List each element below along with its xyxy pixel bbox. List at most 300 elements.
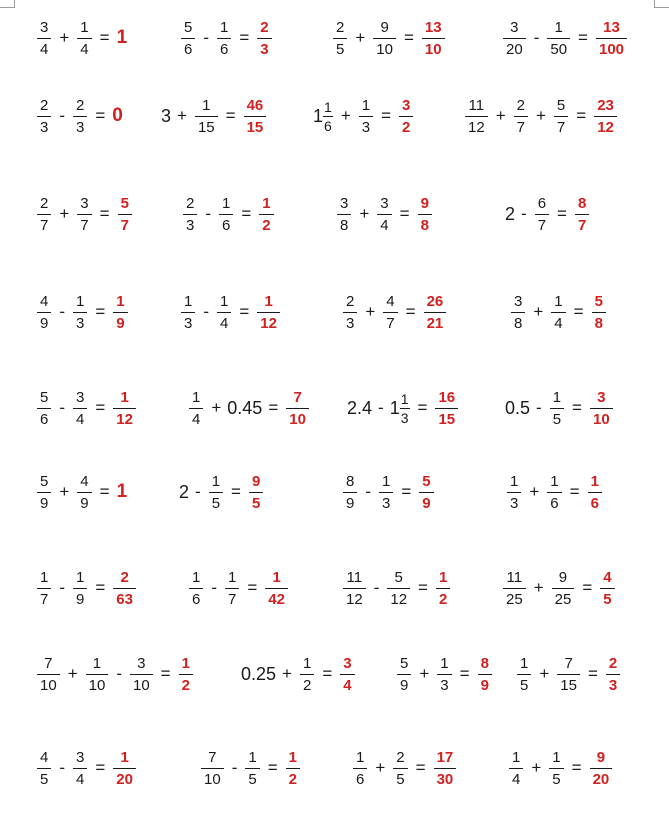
operator: =	[95, 302, 106, 321]
numerator: 1	[192, 568, 201, 586]
fraction	[323, 100, 333, 133]
denominator: 6	[181, 38, 195, 57]
operator: -	[59, 578, 66, 597]
numerator: 1	[220, 18, 229, 36]
fraction	[437, 656, 451, 693]
answer-denominator: 10	[286, 408, 309, 427]
numerator: 5	[556, 96, 566, 114]
fraction	[189, 570, 203, 607]
numerator: 3	[137, 654, 146, 672]
numerator: 1	[220, 292, 229, 310]
numerator: 1	[512, 748, 521, 766]
denominator: 20	[503, 38, 526, 57]
fraction-problem	[34, 740, 139, 796]
fraction	[189, 390, 203, 427]
fraction	[400, 392, 410, 425]
numerator: 1	[361, 96, 371, 114]
denominator: 6	[324, 117, 332, 134]
operator: =	[268, 398, 279, 417]
denominator: 3	[73, 116, 87, 135]
answer-numerator: 5	[594, 292, 603, 310]
whole-part: 1	[389, 397, 400, 418]
answer-numerator: 1	[272, 568, 281, 586]
answer-fraction	[590, 390, 613, 427]
problem-row	[0, 740, 669, 796]
answer-fraction	[118, 196, 132, 233]
fraction	[77, 20, 91, 57]
numerator: 2	[396, 748, 405, 766]
numerator: 4	[40, 748, 49, 766]
fraction-problem	[394, 646, 495, 702]
fraction	[195, 98, 218, 135]
answer-fraction	[596, 20, 627, 57]
answer-fraction	[179, 656, 193, 693]
number: 2	[505, 203, 516, 224]
fraction	[77, 474, 91, 511]
fraction	[37, 196, 51, 233]
numerator: 1	[202, 96, 211, 114]
fraction	[509, 750, 523, 787]
answer-numerator: 26	[426, 292, 444, 310]
denominator: 3	[379, 492, 393, 511]
operator: -	[533, 28, 540, 47]
fraction-problem	[34, 284, 131, 340]
answer-numerator: 1	[116, 292, 125, 310]
answer-denominator: 3	[257, 38, 271, 57]
numerator: 1	[520, 654, 529, 672]
fraction-problem	[34, 10, 129, 66]
answer-fraction	[434, 750, 457, 787]
numerator: 7	[564, 654, 573, 672]
fraction	[514, 98, 528, 135]
fraction-problem	[340, 284, 449, 340]
operator: +	[419, 664, 430, 683]
operator: =	[572, 398, 582, 417]
answer-fraction	[113, 570, 136, 607]
numerator: 3	[380, 194, 389, 212]
answer-denominator: 8	[418, 214, 432, 233]
operator: =	[418, 578, 428, 597]
number: 2	[179, 481, 190, 502]
answer-numerator: 1	[438, 568, 448, 586]
fraction	[130, 656, 153, 693]
fraction-problem	[240, 646, 358, 702]
answer-denominator: 42	[265, 588, 288, 607]
answer-numerator: 1	[120, 388, 129, 406]
answer-numerator: 5	[120, 194, 129, 212]
fraction-problem	[340, 560, 453, 616]
answer-fraction	[418, 196, 432, 233]
denominator: 3	[37, 116, 51, 135]
denominator: 4	[217, 312, 231, 331]
fraction-problem	[500, 10, 630, 66]
answer-fraction	[419, 474, 433, 511]
numerator: 2	[40, 194, 49, 212]
fraction	[397, 656, 411, 693]
denominator: 6	[353, 768, 367, 787]
denominator: 4	[509, 768, 523, 787]
numerator: 8	[346, 472, 355, 490]
operator: -	[211, 578, 218, 597]
operator: -	[59, 106, 66, 125]
numerator: 7	[208, 748, 217, 766]
denominator: 9	[37, 312, 51, 331]
answer-denominator: 2	[436, 588, 450, 607]
answer-number: 1	[116, 481, 128, 502]
number: 0.25	[241, 663, 277, 684]
operator: =	[459, 664, 470, 683]
fraction-problem	[346, 380, 461, 436]
denominator: 4	[37, 38, 51, 57]
denominator: 5	[393, 768, 407, 787]
fraction	[507, 474, 521, 511]
operator: =	[401, 482, 412, 501]
fraction	[552, 570, 575, 607]
answer-numerator: 5	[422, 472, 431, 490]
answer-denominator: 12	[594, 116, 617, 135]
problem-row	[0, 560, 669, 616]
answer-fraction	[590, 750, 613, 787]
numerator: 1	[222, 194, 231, 212]
whole-part: 1	[313, 105, 324, 126]
fraction-problem	[34, 186, 135, 242]
fraction-problem	[34, 560, 139, 616]
answer-denominator: 7	[575, 214, 589, 233]
answer-fraction	[422, 20, 445, 57]
numerator: 1	[552, 388, 562, 406]
fraction	[503, 570, 526, 607]
numerator: 5	[40, 472, 49, 490]
numerator: 4	[386, 292, 395, 310]
denominator: 12	[387, 588, 410, 607]
denominator: 3	[359, 116, 373, 135]
denominator: 5	[209, 492, 223, 511]
denominator: 4	[73, 408, 87, 427]
number: 3	[161, 105, 172, 126]
answer-denominator: 6	[588, 492, 602, 511]
operator: -	[521, 204, 527, 223]
answer-numerator: 13	[424, 18, 442, 36]
fraction-problem	[504, 380, 616, 436]
denominator: 7	[225, 588, 239, 607]
operator: =	[573, 302, 584, 321]
denominator: 10	[201, 768, 224, 787]
fraction-problem	[462, 88, 620, 144]
operator: -	[205, 204, 212, 223]
fraction	[86, 656, 109, 693]
fraction	[549, 750, 563, 787]
numerator: 1	[554, 18, 563, 36]
numerator: 11	[506, 568, 523, 586]
answer-numerator: 3	[402, 96, 411, 114]
numerator: 1	[40, 568, 49, 586]
operator: =	[582, 578, 593, 597]
operator: =	[95, 578, 106, 597]
fraction	[333, 20, 347, 57]
answer-numerator: 9	[251, 472, 261, 490]
operator: +	[211, 398, 222, 417]
answer-denominator: 20	[113, 768, 136, 787]
numerator: 4	[40, 292, 49, 310]
denominator: 8	[511, 312, 525, 331]
fraction-problem	[160, 88, 269, 144]
answer-fraction	[265, 570, 288, 607]
answer-fraction	[113, 390, 136, 427]
numerator: 2	[40, 96, 49, 114]
numerator: 1	[382, 472, 391, 490]
numerator: 1	[76, 568, 85, 586]
fraction	[551, 294, 565, 331]
operator: =	[576, 106, 587, 125]
operator: =	[569, 482, 580, 501]
answer-denominator: 12	[257, 312, 280, 331]
answer-denominator: 21	[424, 312, 447, 331]
answer-fraction	[575, 196, 589, 233]
operator: +	[533, 302, 544, 321]
fraction-problem	[340, 464, 437, 520]
operator: +	[67, 664, 78, 683]
answer-fraction	[259, 196, 273, 233]
denominator: 5	[517, 674, 531, 693]
answer-fraction	[588, 474, 602, 511]
answer-denominator: 2	[179, 674, 193, 693]
fraction	[73, 390, 87, 427]
fraction	[73, 570, 87, 607]
answer-fraction	[286, 390, 309, 427]
fraction	[535, 196, 549, 233]
numerator: 9	[558, 568, 568, 586]
fraction	[547, 20, 570, 57]
fraction-problem	[330, 10, 448, 66]
answer-fraction	[286, 750, 300, 787]
fraction	[217, 20, 231, 57]
operator: =	[417, 398, 428, 417]
operator: =	[405, 302, 416, 321]
answer-numerator: 7	[293, 388, 302, 406]
answer-numerator: 2	[608, 654, 618, 672]
operator: -	[203, 302, 210, 321]
operator: -	[378, 398, 384, 417]
operator: +	[177, 106, 187, 125]
numerator: 3	[510, 18, 519, 36]
denominator: 3	[343, 312, 357, 331]
answer-denominator: 9	[478, 674, 492, 693]
fraction	[201, 750, 224, 787]
answer-fraction	[113, 750, 136, 787]
fraction	[209, 474, 223, 511]
fraction-problem	[198, 740, 303, 796]
fraction	[37, 750, 51, 787]
answer-fraction	[606, 656, 620, 693]
fraction-problem	[500, 560, 618, 616]
operator: =	[241, 204, 252, 223]
denominator: 7	[77, 214, 91, 233]
operator: =	[95, 398, 106, 417]
fraction	[393, 750, 407, 787]
denominator: 5	[37, 768, 51, 787]
answer-fraction	[399, 98, 413, 135]
fraction-problem	[186, 380, 312, 436]
operator: +	[59, 482, 70, 501]
operator: +	[282, 664, 292, 683]
answer-numerator: 1	[264, 292, 273, 310]
fraction-problem	[178, 464, 266, 520]
answer-fraction	[436, 570, 450, 607]
numerator: 3	[76, 748, 85, 766]
denominator: 25	[503, 588, 526, 607]
numerator: 3	[340, 194, 349, 212]
answer-numerator: 1	[590, 472, 599, 490]
operator: +	[340, 106, 351, 125]
operator: -	[59, 302, 66, 321]
fraction	[181, 20, 195, 57]
operator: =	[239, 28, 250, 47]
answer-denominator: 2	[399, 116, 413, 135]
number: 2.4	[347, 397, 373, 418]
numerator: 2	[186, 194, 195, 212]
answer-fraction	[435, 390, 458, 427]
fraction	[37, 294, 51, 331]
fraction	[353, 750, 367, 787]
answer-numerator: 17	[436, 748, 454, 766]
fraction-problem	[506, 740, 615, 796]
denominator: 7	[383, 312, 397, 331]
denominator: 7	[37, 214, 51, 233]
fraction	[465, 98, 488, 135]
fraction	[300, 656, 314, 693]
fraction	[373, 20, 396, 57]
answer-numerator: 9	[596, 748, 606, 766]
numerator: 5	[394, 568, 403, 586]
answer-numerator: 1	[288, 748, 297, 766]
fraction-problem	[34, 464, 129, 520]
answer-numerator: 8	[577, 194, 587, 212]
numerator: 1	[76, 292, 85, 310]
denominator: 9	[37, 492, 51, 511]
answer-fraction	[257, 20, 271, 57]
numerator: 1	[400, 390, 409, 407]
fraction-problem	[504, 464, 605, 520]
denominator: 7	[535, 214, 549, 233]
operator: =	[99, 28, 110, 47]
operator: +	[365, 302, 376, 321]
operator: +	[359, 204, 370, 223]
fraction-problem	[514, 646, 623, 702]
numerator: 1	[302, 654, 312, 672]
fraction	[503, 20, 526, 57]
fraction	[37, 474, 51, 511]
operator: +	[539, 664, 550, 683]
operator: -	[231, 758, 238, 777]
answer-numerator: 13	[603, 18, 620, 36]
mixed-number	[389, 392, 413, 425]
fraction	[557, 656, 580, 693]
denominator: 4	[551, 312, 565, 331]
operator: =	[247, 578, 258, 597]
operator: =	[239, 302, 250, 321]
answer-number: 0	[112, 105, 123, 126]
operator: =	[95, 106, 106, 125]
fraction	[37, 98, 51, 135]
answer-numerator: 8	[480, 654, 489, 672]
denominator: 9	[77, 492, 91, 511]
denominator: 3	[507, 492, 521, 511]
numerator: 1	[248, 748, 257, 766]
fraction-problem	[186, 560, 291, 616]
mixed-number	[312, 100, 336, 133]
answer-numerator: 16	[438, 388, 456, 406]
fraction	[73, 294, 87, 331]
answer-denominator: 5	[249, 492, 263, 511]
fraction	[550, 390, 564, 427]
numerator: 1	[554, 292, 563, 310]
denominator: 8	[337, 214, 351, 233]
operator: -	[59, 758, 66, 777]
numerator: 1	[92, 654, 102, 672]
numerator: 1	[184, 292, 193, 310]
denominator: 12	[343, 588, 366, 607]
fraction	[77, 196, 91, 233]
answer-numerator: 3	[597, 388, 606, 406]
denominator: 10	[37, 674, 60, 693]
numerator: 1	[211, 472, 221, 490]
denominator: 15	[557, 674, 580, 693]
fraction	[387, 570, 410, 607]
denominator: 4	[73, 768, 87, 787]
fraction	[73, 750, 87, 787]
answer-fraction	[249, 474, 263, 511]
operator: =	[587, 664, 598, 683]
operator: =	[557, 204, 567, 223]
denominator: 50	[547, 38, 570, 57]
operator: +	[533, 578, 544, 597]
fraction	[183, 196, 197, 233]
numerator: 3	[80, 194, 89, 212]
fraction-problem	[334, 186, 435, 242]
numerator: 1	[510, 472, 519, 490]
numerator: 7	[44, 654, 53, 672]
numerator: 5	[184, 18, 193, 36]
fraction	[547, 474, 561, 511]
fraction-problem	[34, 646, 196, 702]
answer-denominator: 10	[422, 38, 445, 57]
denominator: 3	[181, 312, 195, 331]
problem-row	[0, 10, 669, 66]
numerator: 1	[192, 388, 201, 406]
operator: -	[203, 28, 210, 47]
number: 0.45	[227, 397, 263, 418]
fraction	[37, 570, 51, 607]
numerator: 1	[80, 18, 89, 36]
answer-numerator: 3	[343, 654, 352, 672]
fraction	[337, 196, 351, 233]
denominator: 9	[343, 492, 357, 511]
answer-denominator: 63	[113, 588, 136, 607]
answer-numerator: 2	[260, 18, 269, 36]
answer-fraction	[244, 98, 267, 135]
answer-denominator: 2	[259, 214, 273, 233]
answer-denominator: 15	[244, 116, 267, 135]
denominator: 25	[552, 588, 575, 607]
operator: -	[59, 398, 66, 417]
answer-number: 1	[116, 27, 128, 48]
numerator: 1	[550, 472, 559, 490]
fraction	[377, 196, 391, 233]
operator: =	[225, 106, 236, 125]
numerator: 2	[336, 18, 345, 36]
fraction	[217, 294, 231, 331]
denominator: 6	[217, 38, 231, 57]
